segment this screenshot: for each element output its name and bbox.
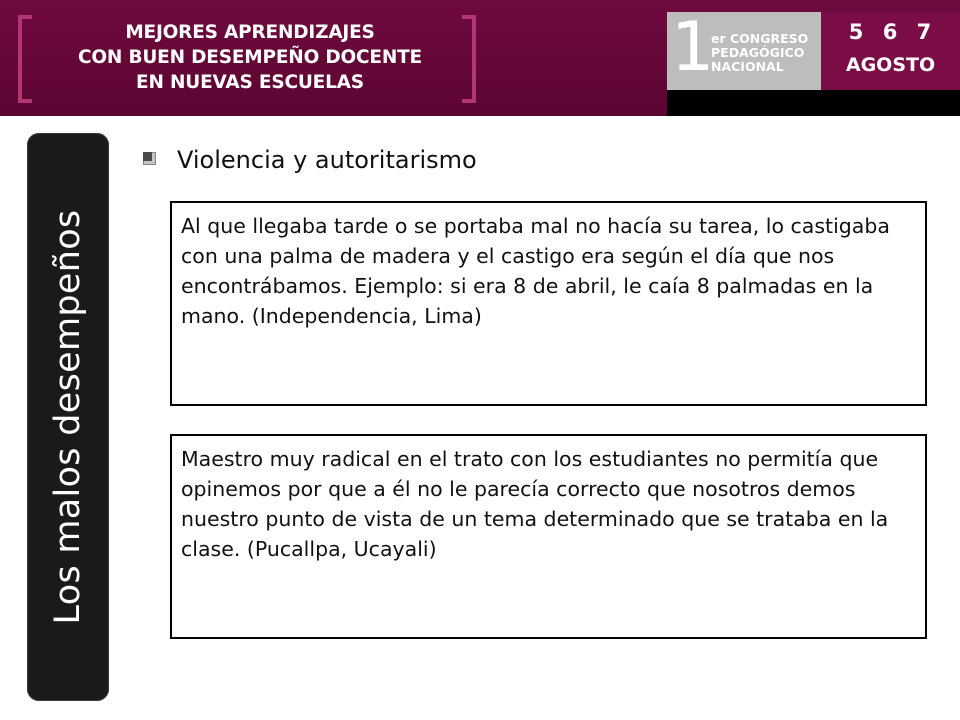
banner-title: [44, 20, 456, 95]
left-bracket-decoration: [18, 15, 32, 103]
slide-heading: Violencia y autoritarismo: [177, 146, 477, 174]
header-black-bar: [667, 90, 960, 116]
congreso-line-2: PEDAGÓGICO: [711, 45, 805, 60]
right-bracket-decoration: [462, 15, 476, 103]
banner-title-line-1: MEJORES APRENDIZAJES: [125, 22, 375, 43]
event-days: 5 6 7: [848, 20, 933, 44]
congreso-line-3: NACIONAL: [711, 59, 784, 74]
congreso-logo: [667, 8, 821, 90]
square-bullet-icon: [143, 152, 156, 165]
congreso-number: 1: [671, 8, 715, 87]
event-dates: [821, 12, 960, 90]
quote-box-2: Maestro muy radical en el trato con los estudiantes no permitía que opinemos por que a él no le parecía correcto que nosotros demos nuestro punto de vista de un tema determinado que se trataba en la clase. (Pucallpa, Ucayali): [170, 434, 927, 639]
event-month: AGOSTO: [845, 54, 936, 76]
side-label-text: Los malos desempeños: [48, 209, 88, 625]
banner-title-line-2: CON BUEN DESEMPEÑO DOCENTE: [78, 47, 422, 68]
congreso-text: [711, 32, 808, 74]
side-section-label: [27, 133, 109, 701]
congreso-line-1: er CONGRESO: [711, 31, 809, 46]
banner-title-line-3: EN NUEVAS ESCUELAS: [136, 72, 364, 93]
quote-box-1: Al que llegaba tarde o se portaba mal no hacía su tarea, lo castigaba con una palma de madera y el castigo era según el día que nos encontrábamos. Ejemplo: si era 8 de abril, le caía 8 palmadas en la mano. (Independencia, Lima): [170, 201, 927, 406]
